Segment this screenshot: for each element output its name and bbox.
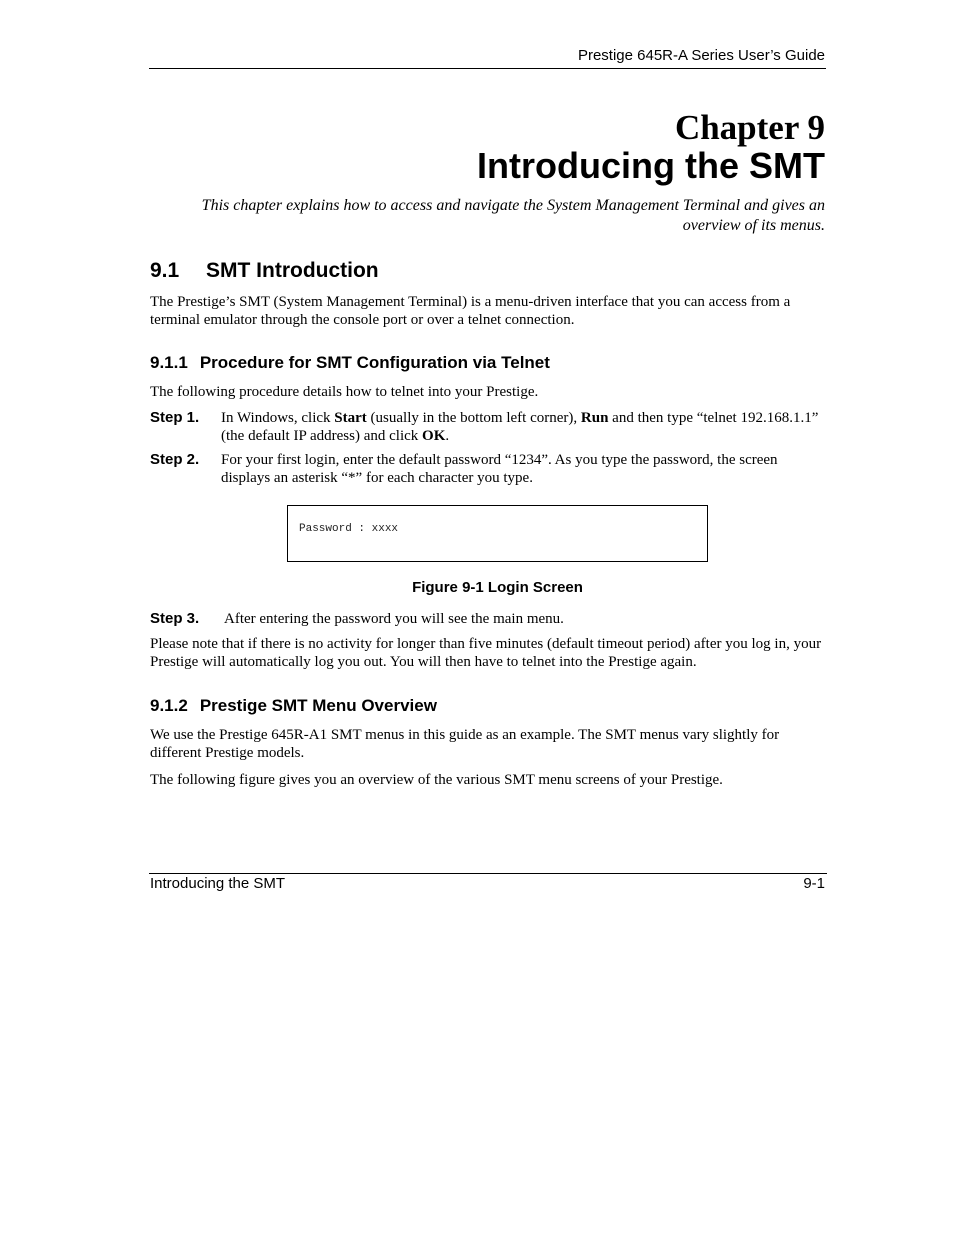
section-heading-9-1-2 bbox=[150, 695, 437, 717]
footer-page-number: 9-1 bbox=[803, 875, 825, 892]
password-prompt: Password : xxxx bbox=[299, 523, 399, 535]
step-2-label: Step 2. bbox=[150, 451, 200, 468]
section-number: 9.1.1 bbox=[150, 353, 188, 372]
menu-overview-paragraph-1: We use the Prestige 645R-A1 SMT menus in this guide as an example. The SMT menus vary slightly for different Prestige models. bbox=[150, 727, 780, 761]
menu-overview-paragraph-2: The following figure gives you an overview of the various SMT menu screens of your Prestige. bbox=[150, 772, 723, 788]
chapter-intro-line2: overview of its menus. bbox=[682, 217, 825, 234]
login-screen-figure bbox=[287, 505, 708, 562]
step-3-label: Step 3. bbox=[150, 610, 200, 627]
header-rule bbox=[149, 68, 826, 69]
step-1-label: Step 1. bbox=[150, 409, 200, 426]
smt-intro-paragraph: The Prestige’s SMT (System Management Terminal) is a menu-driven interface that you can access from a terminal emulator through the console port or over a telnet connection. bbox=[150, 294, 791, 328]
chapter-intro-line1: This chapter explains how to access and navigate the System Management Terminal and gives an bbox=[201, 197, 825, 214]
timeout-note-paragraph: Please note that if there is no activity for longer than five minutes (default timeout period) after you log in, your Prestige will automatically log you out. You will then have to telnet into the Prestige again. bbox=[150, 636, 822, 670]
step-3-text: After entering the password you will see the main menu. bbox=[224, 611, 564, 627]
chapter-title: Introducing the SMT bbox=[477, 145, 825, 186]
section-number: 9.1 bbox=[150, 259, 180, 282]
footer-chapter-name: Introducing the SMT bbox=[150, 875, 286, 892]
running-header: Prestige 645R-A Series User’s Guide bbox=[577, 47, 825, 64]
section-title: Prestige SMT Menu Overview bbox=[199, 696, 437, 715]
step-2-text: For your first login, enter the default password “1234”. As you type the password, the screen displays an asterisk “*” for each character you type. bbox=[221, 452, 778, 486]
chapter-number: Chapter 9 bbox=[674, 108, 825, 147]
ok-keyword: OK bbox=[422, 428, 446, 444]
run-keyword: Run bbox=[580, 410, 609, 426]
section-title: Procedure for SMT Configuration via Telnet bbox=[199, 353, 550, 372]
footer-rule bbox=[149, 873, 827, 874]
section-title: SMT Introduction bbox=[206, 259, 379, 282]
section-number: 9.1.2 bbox=[150, 696, 188, 715]
step-1-text: In Windows, click Start (usually in the bottom left corner), Run and then type “telnet 192.168.1.1” (the default IP address) and click OK. bbox=[221, 410, 819, 444]
section-heading-9-1-1 bbox=[150, 352, 550, 374]
start-keyword: Start bbox=[334, 410, 367, 426]
telnet-intro-paragraph: The following procedure details how to telnet into your Prestige. bbox=[150, 384, 539, 400]
figure-caption: Figure 9-1 Login Screen bbox=[412, 579, 583, 596]
section-heading-9-1 bbox=[150, 257, 379, 285]
chapter-intro bbox=[135, 196, 825, 236]
